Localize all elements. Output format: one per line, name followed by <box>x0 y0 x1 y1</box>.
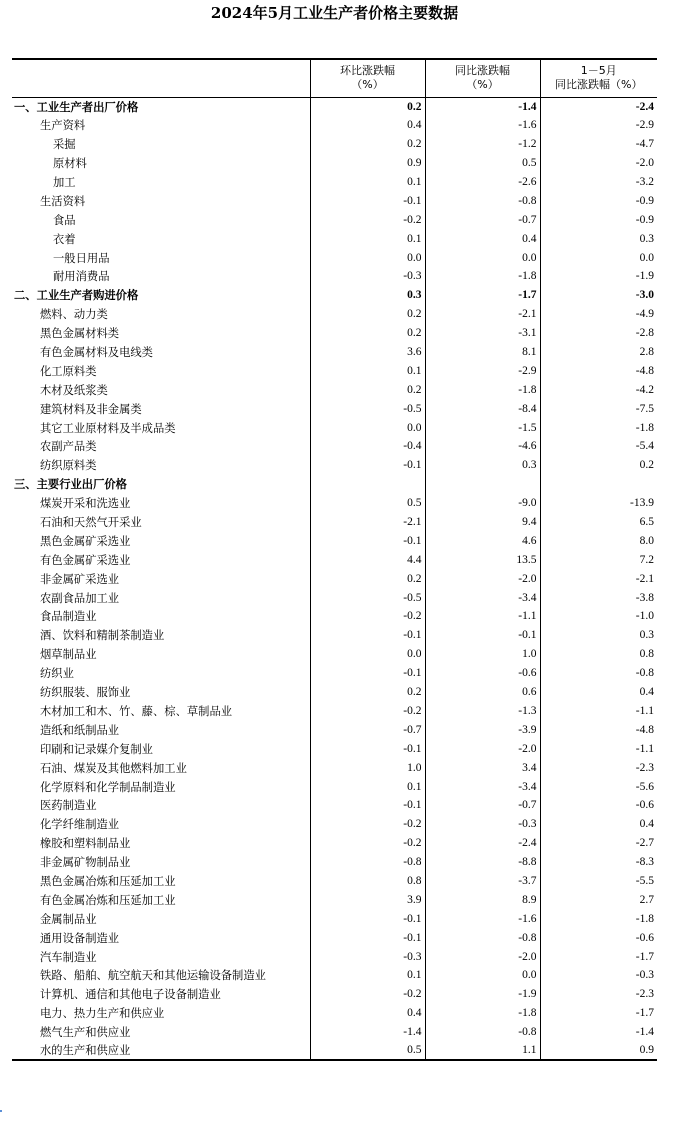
table-row <box>12 399 657 418</box>
row-label: 化学原料和化学制品制造业 <box>40 780 176 794</box>
row-label: 医药制造业 <box>40 799 97 813</box>
row-yoy-value: 8.9 <box>425 890 540 909</box>
row-mom-value: 0.2 <box>310 135 425 154</box>
row-mom-value <box>310 475 425 494</box>
row-label: 采掘 <box>53 138 76 152</box>
row-mom-value: 0.1 <box>310 229 425 248</box>
table-row <box>12 418 657 437</box>
row-yoy-value: -0.3 <box>425 815 540 834</box>
row-label: 通用设备制造业 <box>40 931 120 945</box>
table-row <box>12 645 657 664</box>
row-mom-value: -2.1 <box>310 513 425 532</box>
row-ytd-value: -4.2 <box>540 380 657 399</box>
row-ytd-value: 0.8 <box>540 645 657 664</box>
header-mom-line1: 环比涨跌幅 <box>340 64 395 78</box>
table-row <box>12 569 657 588</box>
row-yoy-value: -3.7 <box>425 872 540 891</box>
row-mom-value: -0.2 <box>310 815 425 834</box>
row-ytd-value: 2.8 <box>540 343 657 362</box>
table-row <box>12 872 657 891</box>
row-yoy-value: -1.7 <box>425 286 540 305</box>
row-ytd-value <box>540 475 657 494</box>
row-ytd-value: -4.7 <box>540 135 657 154</box>
row-mom-value: 0.2 <box>310 683 425 702</box>
row-ytd-value: -4.8 <box>540 720 657 739</box>
page-title: 2024年5月工业生产者价格主要数据 <box>210 4 459 22</box>
row-label: 食品制造业 <box>40 610 97 624</box>
row-mom-value: 0.1 <box>310 966 425 985</box>
row-mom-value: -0.1 <box>310 664 425 683</box>
table-row <box>12 210 657 229</box>
table-row <box>12 947 657 966</box>
row-yoy-value: -0.6 <box>425 664 540 683</box>
row-yoy-value: -3.9 <box>425 720 540 739</box>
row-yoy-value: 1.0 <box>425 645 540 664</box>
row-yoy-value: -2.4 <box>425 834 540 853</box>
table-row <box>12 607 657 626</box>
row-yoy-value: -2.0 <box>425 569 540 588</box>
row-mom-value: -0.7 <box>310 720 425 739</box>
row-ytd-value: -2.7 <box>540 834 657 853</box>
table-row <box>12 683 657 702</box>
row-ytd-value: -0.6 <box>540 796 657 815</box>
row-mom-value: -0.1 <box>310 796 425 815</box>
row-yoy-value: -1.2 <box>425 135 540 154</box>
table-row <box>12 702 657 721</box>
row-ytd-value: -1.4 <box>540 1023 657 1042</box>
table-row <box>12 1042 657 1061</box>
row-yoy-value: 0.5 <box>425 154 540 173</box>
row-ytd-value: 6.5 <box>540 513 657 532</box>
row-yoy-value: 13.5 <box>425 550 540 569</box>
row-mom-value: -0.4 <box>310 437 425 456</box>
row-mom-value: -0.1 <box>310 909 425 928</box>
table-row <box>12 890 657 909</box>
row-label: 加工 <box>53 176 76 189</box>
row-label: 燃料、动力类 <box>40 308 108 322</box>
row-yoy-value: 0.6 <box>425 683 540 702</box>
table-row <box>12 343 657 362</box>
row-mom-value: 0.2 <box>310 380 425 399</box>
table-row <box>12 173 657 192</box>
table-row <box>12 248 657 267</box>
row-yoy-value: -1.1 <box>425 607 540 626</box>
row-yoy-value: -8.8 <box>425 853 540 872</box>
row-ytd-value: -2.3 <box>540 985 657 1004</box>
row-label: 石油和天然气开采业 <box>40 516 142 530</box>
row-yoy-value <box>425 475 540 494</box>
table-row <box>12 380 657 399</box>
table-row <box>12 324 657 343</box>
row-ytd-value: -2.3 <box>540 758 657 777</box>
row-label: 食品 <box>53 213 76 227</box>
row-label: 农副产品类 <box>40 440 97 454</box>
row-yoy-value: -1.4 <box>425 97 540 116</box>
table-row <box>12 1023 657 1042</box>
header-yoy-line2: （%） <box>466 78 499 92</box>
table-row <box>12 494 657 513</box>
row-yoy-value: -2.1 <box>425 305 540 324</box>
row-ytd-value: 8.0 <box>540 531 657 550</box>
row-label: 其它工业原材料及半成品类 <box>40 421 176 435</box>
table-row <box>12 777 657 796</box>
table-body <box>12 97 657 1060</box>
table-row <box>12 1004 657 1023</box>
header-yoy-change <box>425 59 540 97</box>
row-ytd-value: -5.4 <box>540 437 657 456</box>
row-mom-value: 0.8 <box>310 872 425 891</box>
row-ytd-value: -2.0 <box>540 154 657 173</box>
row-yoy-value: -0.7 <box>425 796 540 815</box>
row-yoy-value: -9.0 <box>425 494 540 513</box>
row-yoy-value: -2.0 <box>425 947 540 966</box>
row-ytd-value: -4.8 <box>540 361 657 380</box>
row-ytd-value: -0.9 <box>540 210 657 229</box>
row-yoy-value: 1.1 <box>425 1042 540 1061</box>
row-label: 印刷和记录媒介复制业 <box>40 742 153 756</box>
row-yoy-value: 4.6 <box>425 531 540 550</box>
row-mom-value: -0.1 <box>310 456 425 475</box>
row-mom-value: 0.5 <box>310 494 425 513</box>
row-mom-value: -0.1 <box>310 928 425 947</box>
row-ytd-value: 0.4 <box>540 683 657 702</box>
row-ytd-value: -0.8 <box>540 664 657 683</box>
row-label: 化学纤维制造业 <box>40 818 120 832</box>
row-label: 水的生产和供应业 <box>12 1042 310 1061</box>
row-ytd-value: -2.8 <box>540 324 657 343</box>
row-ytd-value: -13.9 <box>540 494 657 513</box>
row-mom-value: -0.5 <box>310 399 425 418</box>
row-mom-value: 0.2 <box>310 97 425 116</box>
row-mom-value: 0.3 <box>310 286 425 305</box>
row-mom-value: -0.3 <box>310 947 425 966</box>
header-label-column <box>12 59 310 97</box>
table-row <box>12 853 657 872</box>
table-row <box>12 834 657 853</box>
row-yoy-value: -1.3 <box>425 702 540 721</box>
row-mom-value: 4.4 <box>310 550 425 569</box>
table-row <box>12 286 657 305</box>
table-row <box>12 267 657 286</box>
row-mom-value: 0.2 <box>310 324 425 343</box>
row-yoy-value: -3.4 <box>425 777 540 796</box>
row-ytd-value: -2.9 <box>540 116 657 135</box>
table-row <box>12 796 657 815</box>
row-yoy-value: -3.4 <box>425 588 540 607</box>
row-mom-value: 0.2 <box>310 305 425 324</box>
row-mom-value: 0.1 <box>310 777 425 796</box>
header-mom-line2: （%） <box>351 78 384 92</box>
table-row <box>12 361 657 380</box>
row-ytd-value: -3.2 <box>540 173 657 192</box>
table-row <box>12 154 657 173</box>
row-ytd-value: -1.8 <box>540 909 657 928</box>
row-ytd-value: -0.6 <box>540 928 657 947</box>
row-mom-value: -0.2 <box>310 607 425 626</box>
table-row <box>12 739 657 758</box>
row-yoy-value: 0.0 <box>425 966 540 985</box>
row-mom-value: 0.5 <box>310 1042 425 1061</box>
row-yoy-value: -1.6 <box>425 909 540 928</box>
row-label: 纺织业 <box>40 667 74 681</box>
row-ytd-value: -1.7 <box>540 1004 657 1023</box>
row-ytd-value: -5.6 <box>540 777 657 796</box>
row-yoy-value: 0.3 <box>425 456 540 475</box>
row-yoy-value: -8.4 <box>425 399 540 418</box>
row-ytd-value: 0.0 <box>540 248 657 267</box>
row-ytd-value: -5.5 <box>540 872 657 891</box>
row-ytd-value: 0.3 <box>540 626 657 645</box>
row-mom-value: -0.5 <box>310 588 425 607</box>
table-row <box>12 191 657 210</box>
header-ytd-line1: 1－5月 <box>580 64 617 78</box>
table-row <box>12 116 657 135</box>
row-yoy-value: -1.8 <box>425 380 540 399</box>
row-label: 电力、热力生产和供应业 <box>40 1007 165 1021</box>
row-label: 原材料 <box>53 157 87 171</box>
row-yoy-value: -1.8 <box>425 1004 540 1023</box>
row-ytd-value: -4.9 <box>540 305 657 324</box>
row-label: 非金属矿物制品业 <box>40 856 131 870</box>
row-label: 烟草制品业 <box>40 648 97 662</box>
row-label: 二、工业生产者购进价格 <box>14 289 139 303</box>
row-label: 金属制品业 <box>40 912 97 926</box>
row-ytd-value: -2.1 <box>540 569 657 588</box>
table-row <box>12 815 657 834</box>
table-row <box>12 758 657 777</box>
row-ytd-value: -8.3 <box>540 853 657 872</box>
header-mom-change <box>310 59 425 97</box>
row-label: 计算机、通信和其他电子设备制造业 <box>40 988 221 1002</box>
row-label: 燃气生产和供应业 <box>40 1026 131 1040</box>
row-ytd-value: -1.1 <box>540 702 657 721</box>
table-row <box>12 664 657 683</box>
row-yoy-value: -2.0 <box>425 739 540 758</box>
table-row <box>12 513 657 532</box>
row-mom-value: -0.2 <box>310 834 425 853</box>
table-row <box>12 909 657 928</box>
row-ytd-value: -0.3 <box>540 966 657 985</box>
table-header-row <box>12 59 657 97</box>
row-label: 煤炭开采和洗选业 <box>40 497 131 511</box>
table-row <box>12 626 657 645</box>
header-ytd-change <box>540 59 657 97</box>
table-row <box>12 985 657 1004</box>
row-ytd-value: -3.8 <box>540 588 657 607</box>
row-label: 生活资料 <box>40 194 86 208</box>
row-ytd-value: 2.7 <box>540 890 657 909</box>
row-label: 木材加工和木、竹、藤、棕、草制品业 <box>40 704 233 718</box>
row-label: 有色金属冶炼和压延加工业 <box>40 893 176 907</box>
row-mom-value: 0.0 <box>310 248 425 267</box>
row-mom-value: 3.6 <box>310 343 425 362</box>
row-yoy-value: -2.6 <box>425 173 540 192</box>
row-mom-value: -0.2 <box>310 210 425 229</box>
row-label: 酒、饮料和精制茶制造业 <box>40 629 165 643</box>
table-row <box>12 720 657 739</box>
row-label: 纺织服装、服饰业 <box>40 686 131 700</box>
row-mom-value: -0.2 <box>310 702 425 721</box>
row-mom-value: 0.1 <box>310 361 425 380</box>
row-mom-value: -0.1 <box>310 531 425 550</box>
row-yoy-value: -0.7 <box>425 210 540 229</box>
table-row <box>12 229 657 248</box>
row-label: 造纸和纸制品业 <box>40 723 120 737</box>
table-row <box>12 550 657 569</box>
table-row <box>12 928 657 947</box>
row-label: 一、工业生产者出厂价格 <box>14 100 139 114</box>
table-row <box>12 531 657 550</box>
row-yoy-value: -1.6 <box>425 116 540 135</box>
table-row <box>12 475 657 494</box>
row-yoy-value: -0.1 <box>425 626 540 645</box>
row-mom-value: 3.9 <box>310 890 425 909</box>
row-label: 纺织原料类 <box>40 459 97 473</box>
row-yoy-value: 0.0 <box>425 248 540 267</box>
row-ytd-value: -1.0 <box>540 607 657 626</box>
price-data-table <box>12 58 657 1061</box>
row-yoy-value: 0.4 <box>425 229 540 248</box>
row-ytd-value: -1.8 <box>540 418 657 437</box>
row-mom-value: 0.0 <box>310 645 425 664</box>
row-ytd-value: -1.1 <box>540 739 657 758</box>
row-mom-value: -0.1 <box>310 739 425 758</box>
row-yoy-value: -1.5 <box>425 418 540 437</box>
corner-mark <box>0 1110 2 1112</box>
table-row <box>12 588 657 607</box>
row-label: 铁路、船舶、航空航天和其他运输设备制造业 <box>40 969 266 983</box>
row-mom-value: -0.3 <box>310 267 425 286</box>
row-ytd-value: 0.3 <box>540 229 657 248</box>
row-yoy-value: -0.8 <box>425 928 540 947</box>
row-label: 三、主要行业出厂价格 <box>14 478 127 492</box>
row-mom-value: -0.2 <box>310 985 425 1004</box>
row-mom-value: -1.4 <box>310 1023 425 1042</box>
row-yoy-value: -2.9 <box>425 361 540 380</box>
row-yoy-value: -3.1 <box>425 324 540 343</box>
row-label: 有色金属材料及电线类 <box>40 346 153 360</box>
row-label: 橡胶和塑料制品业 <box>40 837 131 851</box>
row-ytd-value: 0.2 <box>540 456 657 475</box>
table-row <box>12 97 657 116</box>
row-yoy-value: 3.4 <box>425 758 540 777</box>
row-yoy-value: -0.8 <box>425 1023 540 1042</box>
row-label: 石油、煤炭及其他燃料加工业 <box>40 761 187 775</box>
row-mom-value: -0.8 <box>310 853 425 872</box>
row-yoy-value: -4.6 <box>425 437 540 456</box>
table-row <box>12 437 657 456</box>
row-mom-value: 0.1 <box>310 173 425 192</box>
row-label: 生产资料 <box>40 119 86 133</box>
row-mom-value: -0.1 <box>310 626 425 645</box>
row-label: 一般日用品 <box>53 251 110 265</box>
row-ytd-value: -3.0 <box>540 286 657 305</box>
row-yoy-value: 8.1 <box>425 343 540 362</box>
row-label: 农副食品加工业 <box>40 591 120 605</box>
row-label: 化工原料类 <box>40 364 97 378</box>
row-ytd-value: 7.2 <box>540 550 657 569</box>
row-mom-value: 0.0 <box>310 418 425 437</box>
row-label: 黑色金属材料类 <box>40 327 120 341</box>
row-mom-value: 0.2 <box>310 569 425 588</box>
header-ytd-line2: 同比涨跌幅（%） <box>555 78 643 92</box>
row-ytd-value: -1.7 <box>540 947 657 966</box>
row-label: 汽车制造业 <box>40 950 97 964</box>
table-row <box>12 135 657 154</box>
row-mom-value: 0.4 <box>310 116 425 135</box>
row-yoy-value: -1.8 <box>425 267 540 286</box>
table-row <box>12 966 657 985</box>
row-label: 衣着 <box>53 232 76 246</box>
row-yoy-value: -0.8 <box>425 191 540 210</box>
row-label: 建筑材料及非金属类 <box>40 402 142 416</box>
row-mom-value: 1.0 <box>310 758 425 777</box>
table-row <box>12 456 657 475</box>
row-label: 黑色金属冶炼和压延加工业 <box>40 874 176 888</box>
row-ytd-value: 0.9 <box>540 1042 657 1061</box>
row-ytd-value: -7.5 <box>540 399 657 418</box>
row-ytd-value: -1.9 <box>540 267 657 286</box>
row-mom-value: 0.4 <box>310 1004 425 1023</box>
row-label: 黑色金属矿采选业 <box>40 534 131 548</box>
row-mom-value: 0.9 <box>310 154 425 173</box>
row-label: 木材及纸浆类 <box>40 383 108 397</box>
row-ytd-value: -2.4 <box>540 97 657 116</box>
row-label: 有色金属矿采选业 <box>40 553 131 567</box>
row-ytd-value: -0.9 <box>540 191 657 210</box>
row-label: 非金属矿采选业 <box>40 572 120 586</box>
row-yoy-value: 9.4 <box>425 513 540 532</box>
row-yoy-value: -1.9 <box>425 985 540 1004</box>
row-label: 耐用消费品 <box>53 270 110 284</box>
row-mom-value: -0.1 <box>310 191 425 210</box>
header-yoy-line1: 同比涨跌幅 <box>455 64 510 78</box>
table-row <box>12 305 657 324</box>
row-ytd-value: 0.4 <box>540 815 657 834</box>
